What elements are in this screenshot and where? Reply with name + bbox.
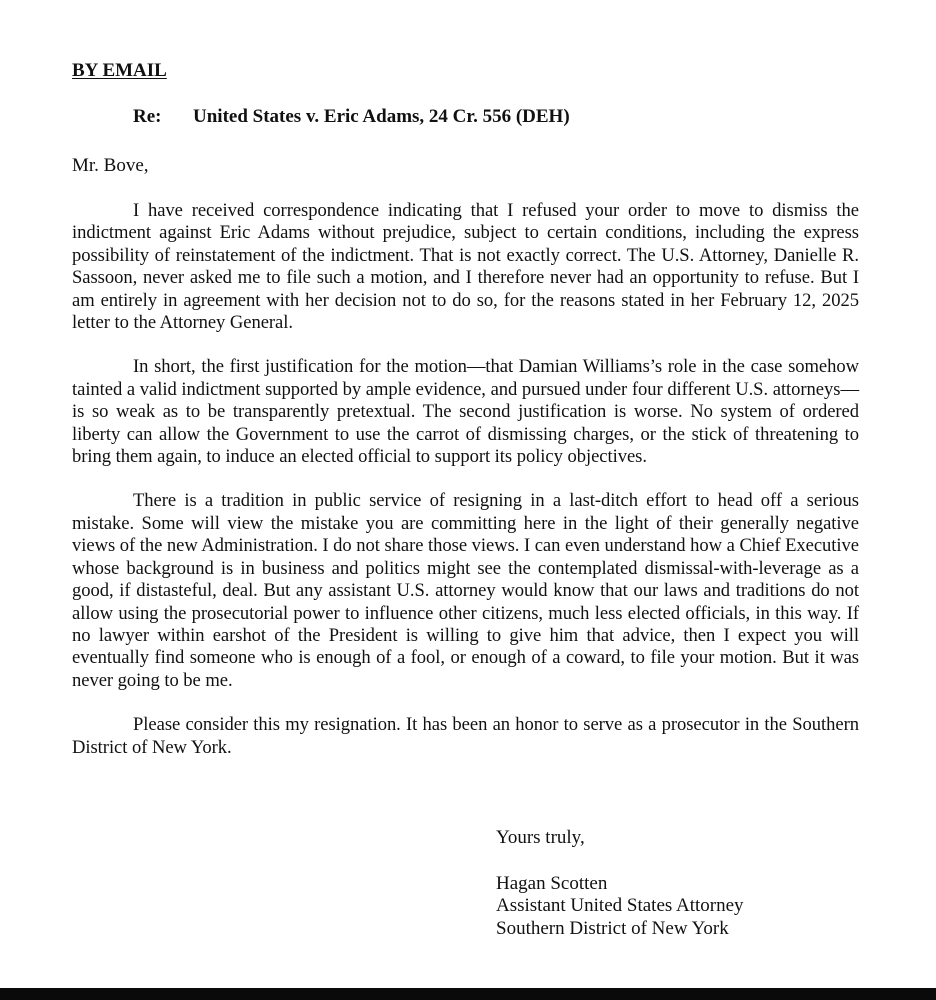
- bottom-edge-bar: [0, 988, 936, 1000]
- signer-title: Assistant United States Attorney: [496, 895, 744, 917]
- body-paragraph-4: Please consider this my resignation. It has been an honor to serve as a prosecutor in the Southern District of New York.: [72, 714, 859, 758]
- body-paragraph-2: In short, the first justification for the motion—that Damian Williams’s role in the case somehow tainted a valid indictment supported by ample evidence, and pursued under four different U.S. attorneys—is so weak as to be transparently pretextual. The second justification is worse. No system of ordered liberty can allow the Government to use the carrot of dismissing charges, or the stick of threatening to bring them again, to induce an elected official to support its policy objectives.: [72, 356, 859, 468]
- re-subject-line: [133, 106, 570, 128]
- re-label: Re:: [133, 106, 162, 127]
- re-subject: United States v. Eric Adams, 24 Cr. 556 (DEH): [193, 106, 570, 127]
- signature-block: [496, 873, 744, 940]
- signer-office: Southern District of New York: [496, 917, 729, 939]
- closing: Yours truly,: [496, 827, 585, 848]
- body-paragraph-3: There is a tradition in public service of resigning in a last-ditch effort to head off a serious mistake. Some will view the mistake you are committing here in the light of their generally negative views of the new Administration. I do not share those views. I can even understand how a Chief Executive whose background is in business and politics might see the contemplated dismissal-with-leverage as a good, if distasteful, deal. But any assistant U.S. attorney would know that our laws and traditions do not allow using the prosecutorial power to influence other citizens, much less elected officials, in this way. If no lawyer within earshot of the President is willing to give him that advice, then I expect you will eventually find someone who is enough of a fool, or enough of a coward, to file your motion. But it was never going to be me.: [72, 490, 859, 691]
- signer-name: Hagan Scotten: [496, 873, 608, 894]
- body-paragraph-1: I have received correspondence indicating that I refused your order to move to dismiss the indictment against Eric Adams without prejudice, subject to certain conditions, including the express possibility of reinstatement of the indictment. That is not exactly correct. The U.S. Attorney, Danielle R. Sassoon, never asked me to file such a motion, and I therefore never had an opportunity to refuse. But I am entirely in agreement with her decision not to do so, for the reasons stated in her February 12, 2025 letter to the Attorney General.: [72, 200, 859, 334]
- letter-body: [72, 200, 859, 781]
- salutation: Mr. Bove,: [72, 155, 149, 176]
- delivery-method-heading: BY EMAIL: [72, 60, 167, 81]
